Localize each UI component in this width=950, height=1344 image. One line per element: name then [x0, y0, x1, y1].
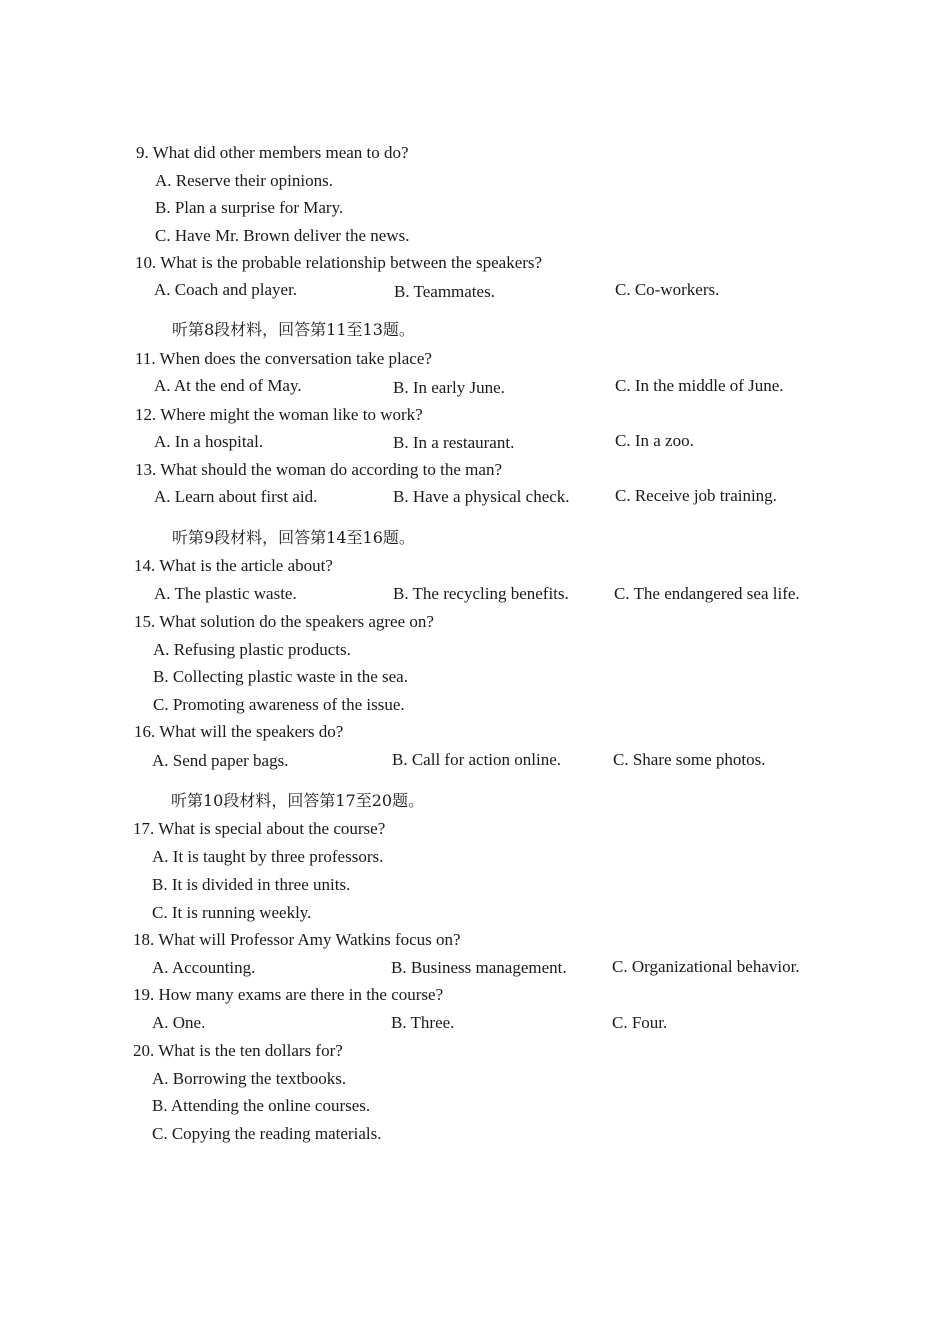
question-16-option-a: A. Send paper bags.	[152, 751, 289, 770]
question-13-option-b: B. Have a physical check.	[393, 487, 570, 506]
question-14-stem: 14. What is the article about?	[134, 556, 333, 575]
question-12-option-a: A. In a hospital.	[154, 432, 264, 451]
question-15-option-c: C. Promoting awareness of the issue.	[153, 695, 405, 714]
question-10-option-a: A. Coach and player.	[154, 280, 298, 299]
question-19-option-c: C. Four.	[612, 1013, 668, 1032]
question-17-stem: 17. What is special about the course?	[133, 819, 386, 838]
question-13-option-c: C. Receive job training.	[615, 486, 777, 505]
question-12-option-c: C. In a zoo.	[615, 431, 694, 450]
question-11-option-c: C. In the middle of June.	[615, 376, 784, 395]
question-16-option-b: B. Call for action online.	[392, 750, 562, 769]
question-11-option-a: A. At the end of May.	[154, 376, 302, 395]
question-14-option-c: C. The endangered sea life.	[614, 584, 800, 603]
question-10-option-b: B. Teammates.	[394, 282, 495, 301]
question-19-option-b: B. Three.	[391, 1013, 455, 1032]
question-15-option-b: B. Collecting plastic waste in the sea.	[153, 667, 408, 686]
question-13-option-a: A. Learn about first aid.	[154, 487, 318, 506]
question-11-option-b: B. In early June.	[393, 378, 505, 397]
question-10-option-c: C. Co-workers.	[615, 280, 720, 299]
question-9-stem: 9. What did other members mean to do?	[136, 143, 409, 162]
question-9-option-a: A. Reserve their opinions.	[155, 171, 333, 190]
question-17-option-c: C. It is running weekly.	[152, 903, 312, 922]
question-19-option-a: A. One.	[152, 1013, 206, 1032]
question-12-option-b: B. In a restaurant.	[393, 433, 515, 452]
question-15-option-a: A. Refusing plastic products.	[153, 640, 351, 659]
question-13-stem: 13. What should the woman do according to the man?	[135, 460, 502, 479]
question-10-stem: 10. What is the probable relationship between the speakers?	[135, 253, 543, 272]
question-16-stem: 16. What will the speakers do?	[134, 722, 344, 741]
question-11-stem: 11. When does the conversation take place?	[135, 349, 432, 368]
question-14-option-a: A. The plastic waste.	[154, 584, 297, 603]
question-9-option-b: B. Plan a surprise for Mary.	[155, 198, 344, 217]
question-15-stem: 15. What solution do the speakers agree on?	[134, 612, 434, 631]
question-20-option-a: A. Borrowing the textbooks.	[152, 1069, 347, 1088]
question-18-option-b: B. Business management.	[391, 958, 567, 977]
question-14-option-b: B. The recycling benefits.	[393, 584, 569, 603]
question-20-option-c: C. Copying the reading materials.	[152, 1124, 382, 1143]
question-18-option-a: A. Accounting.	[152, 958, 256, 977]
question-18-stem: 18. What will Professor Amy Watkins focus on?	[133, 930, 461, 949]
section-heading-10: 听第10段材料，回答第17至20题。	[171, 791, 425, 810]
question-19-stem: 19. How many exams are there in the course?	[133, 985, 444, 1004]
question-20-stem: 20. What is the ten dollars for?	[133, 1041, 343, 1060]
question-12-stem: 12. Where might the woman like to work?	[135, 405, 423, 424]
question-20-option-b: B. Attending the online courses.	[152, 1096, 371, 1115]
question-18-option-c: C. Organizational behavior.	[612, 957, 800, 976]
question-17-option-b: B. It is divided in three units.	[152, 875, 351, 894]
section-heading-8: 听第8段材料，回答第11至13题。	[172, 320, 415, 339]
question-16-option-c: C. Share some photos.	[613, 750, 766, 769]
question-9-option-c: C. Have Mr. Brown deliver the news.	[155, 226, 410, 245]
question-17-option-a: A. It is taught by three professors.	[152, 847, 384, 866]
section-heading-9: 听第9段材料，回答第14至16题。	[172, 528, 415, 547]
